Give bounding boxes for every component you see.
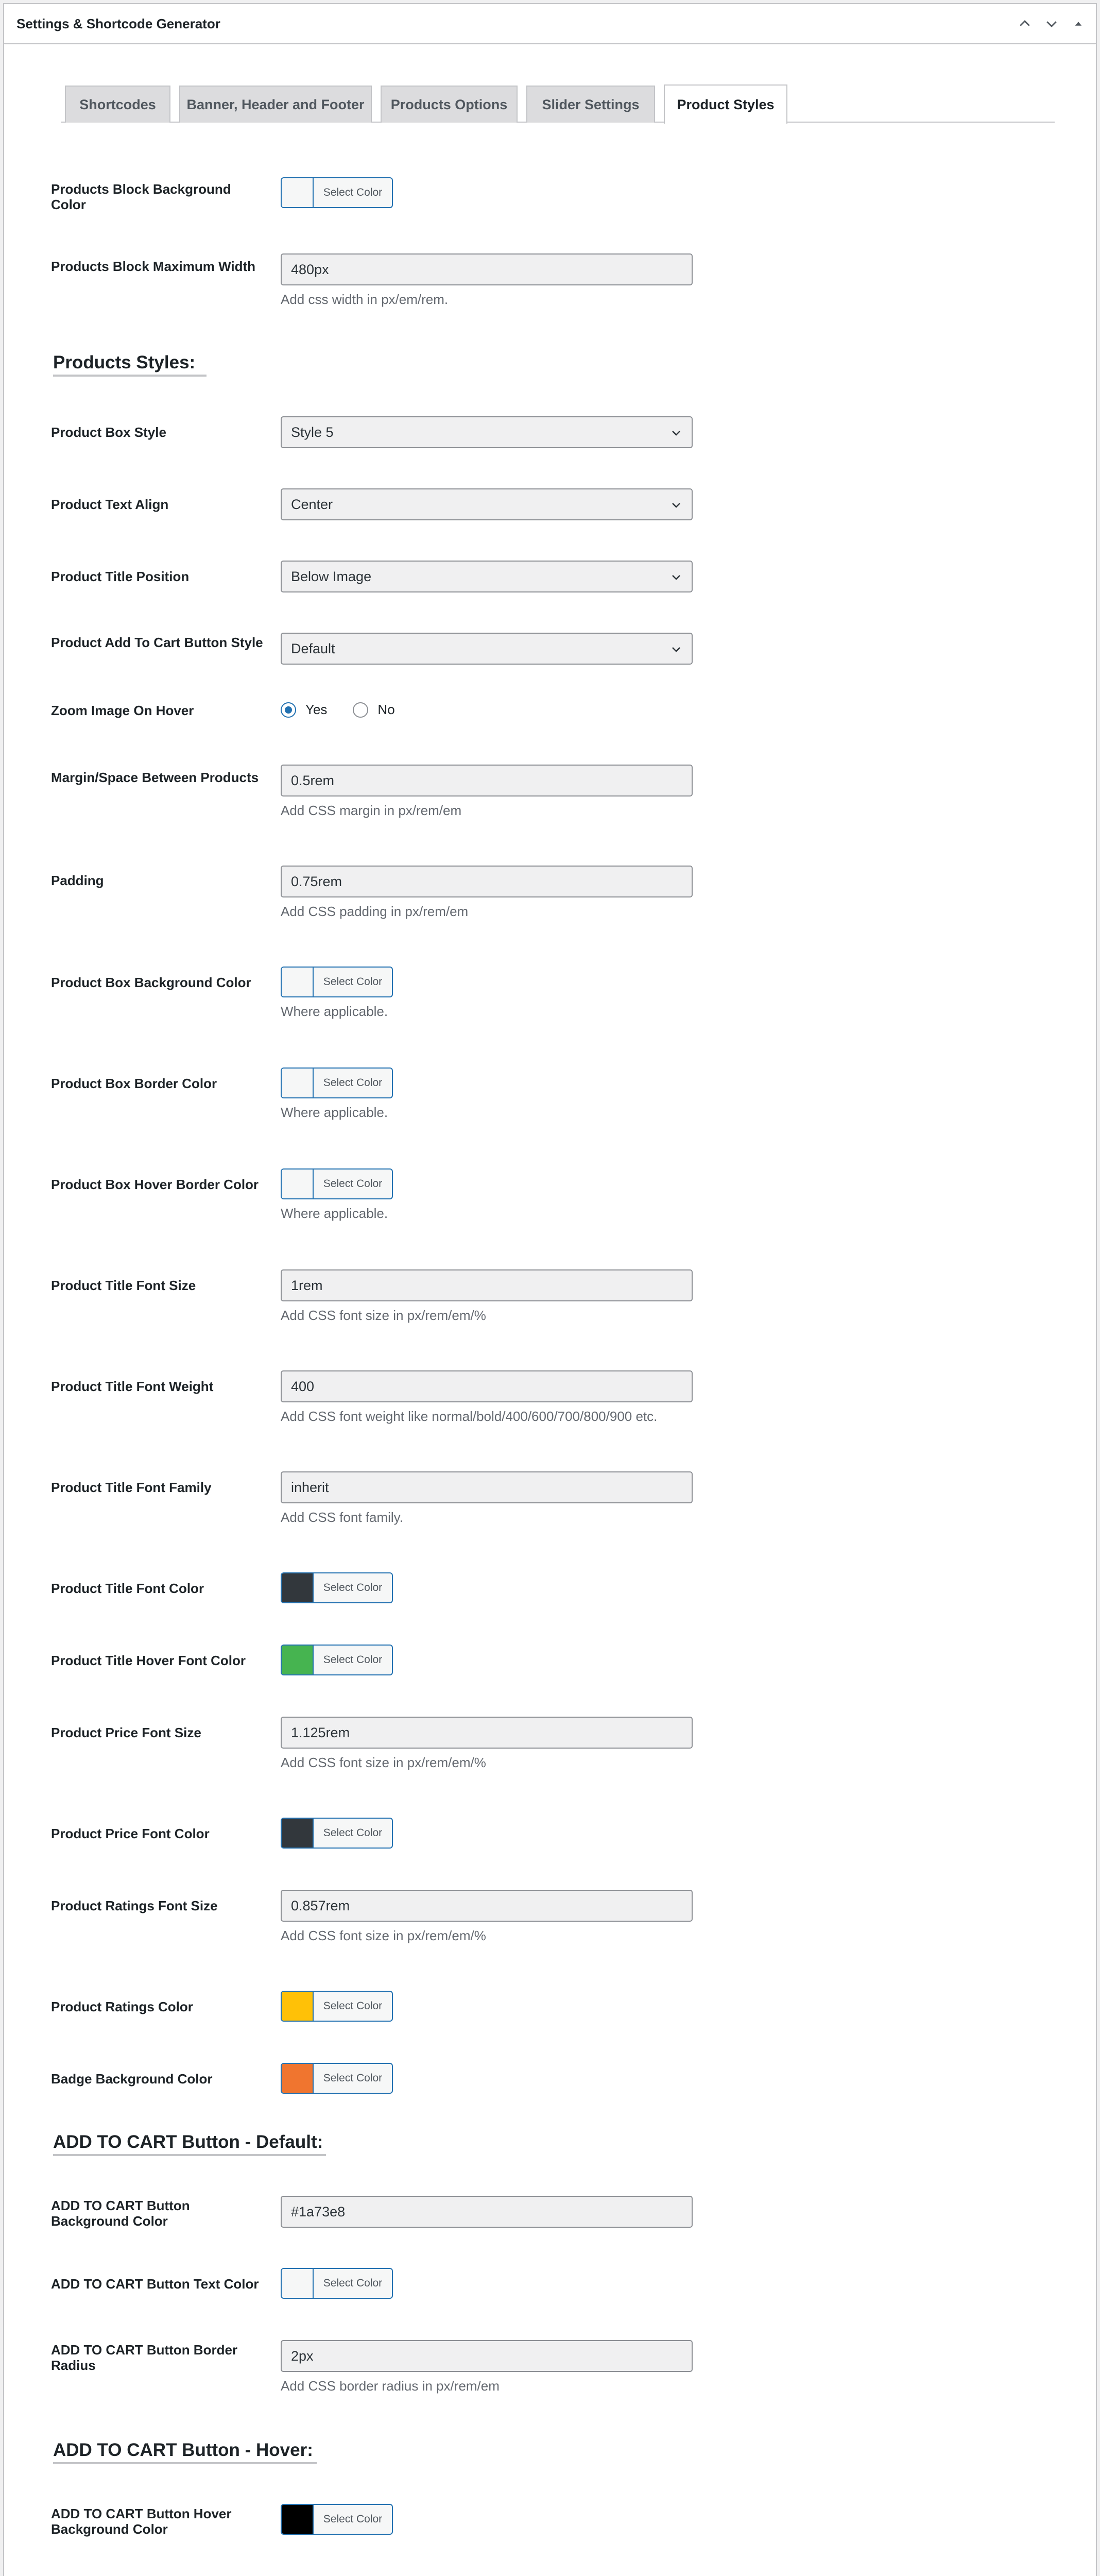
color-picker-button[interactable] xyxy=(281,967,393,997)
field-description: Add CSS font size in px/rem/em/% xyxy=(281,1928,486,1943)
caret-up-icon xyxy=(1071,16,1086,31)
field-label: Product Title Hover Font Color xyxy=(51,1653,246,1668)
field-label: Badge Background Color xyxy=(51,2071,213,2087)
field-description: Add CSS font family. xyxy=(281,1510,403,1525)
atc-bg-input[interactable]: #1a73e8 xyxy=(281,2196,693,2228)
color-picker-button[interactable] xyxy=(281,1067,393,1098)
field-label: ADD TO CART Button Border Radius xyxy=(51,2342,238,2373)
field-label: Padding xyxy=(51,873,104,888)
title-font-family-input[interactable]: inherit xyxy=(281,1471,693,1503)
select-value: Default xyxy=(291,640,335,656)
chevron-down-icon xyxy=(670,643,682,655)
field-description: Add CSS border radius in px/rem/em xyxy=(281,2378,500,2394)
section-heading-atc-default: ADD TO CART Button - Default: xyxy=(53,2132,323,2152)
section-divider xyxy=(53,2154,326,2156)
field-description: Where applicable. xyxy=(281,1105,388,1120)
color-picker-button[interactable] xyxy=(281,2504,393,2535)
color-swatch xyxy=(282,1170,314,1198)
field-label: Product Add To Cart Button Style xyxy=(51,635,263,650)
margin-input[interactable]: 0.5rem xyxy=(281,765,693,796)
move-down-button[interactable] xyxy=(1038,10,1065,37)
color-picker-button[interactable] xyxy=(281,1818,393,1849)
chevron-down-icon xyxy=(1044,16,1059,31)
color-swatch xyxy=(282,2505,314,2534)
ratings-font-size-input[interactable]: 0.857rem xyxy=(281,1890,693,1922)
select-value: Style 5 xyxy=(291,424,334,440)
field-label: Product Price Font Size xyxy=(51,1725,201,1740)
select-value: Center xyxy=(291,496,333,512)
panel-actions xyxy=(1011,4,1092,43)
field-label: Product Box Style xyxy=(51,425,166,440)
chevron-down-icon xyxy=(670,571,682,583)
radio-no-label: No xyxy=(377,702,395,717)
color-picker-button[interactable] xyxy=(281,2268,393,2299)
field-label: Product Ratings Color xyxy=(51,1999,193,2014)
color-swatch xyxy=(282,1573,314,1602)
radio-yes[interactable] xyxy=(281,702,296,718)
field-label: Product Title Position xyxy=(51,569,190,584)
move-up-button[interactable] xyxy=(1011,10,1038,37)
field-label: Product Title Font Weight xyxy=(51,1379,214,1394)
field-label: Product Box Hover Border Color xyxy=(51,1177,259,1192)
text-align-select[interactable] xyxy=(281,488,693,520)
field-description: Add CSS font size in px/rem/em/% xyxy=(281,1308,486,1323)
field-description: Where applicable. xyxy=(281,1206,388,1221)
price-font-size-input[interactable]: 1.125rem xyxy=(281,1717,693,1749)
title-font-size-input[interactable]: 1rem xyxy=(281,1269,693,1301)
field-label: Product Box Border Color xyxy=(51,1076,217,1091)
select-color-label: Select Color xyxy=(323,976,383,988)
field-label: Product Title Font Color xyxy=(51,1581,204,1596)
color-swatch xyxy=(282,2064,314,2093)
select-color-label: Select Color xyxy=(323,1178,383,1190)
color-swatch xyxy=(282,1646,314,1674)
color-swatch xyxy=(282,1992,314,2021)
title-position-select[interactable] xyxy=(281,561,693,592)
field-label: Product Price Font Color xyxy=(51,1826,210,1841)
field-label: Zoom Image On Hover xyxy=(51,703,194,718)
select-color-label: Select Color xyxy=(323,1654,383,1666)
settings-panel xyxy=(3,3,1097,2576)
chevron-down-icon xyxy=(670,427,682,439)
color-picker-button[interactable] xyxy=(281,177,393,208)
tab-product-styles[interactable]: Product Styles xyxy=(664,84,787,124)
color-swatch xyxy=(282,968,314,996)
select-color-label: Select Color xyxy=(323,2000,383,2012)
select-value: Below Image xyxy=(291,568,372,584)
field-description: Where applicable. xyxy=(281,1004,388,1019)
color-swatch xyxy=(282,1069,314,1097)
radio-yes-label: Yes xyxy=(305,702,328,717)
field-description: Add CSS margin in px/rem/em xyxy=(281,803,462,818)
field-description: Add CSS font weight like normal/bold/400/600/700/800/900 etc. xyxy=(281,1409,658,1424)
color-swatch xyxy=(282,178,314,207)
zoom-radio-group xyxy=(281,702,421,718)
cart-button-style-select[interactable] xyxy=(281,633,693,665)
field-description: Add CSS padding in px/rem/em xyxy=(281,904,469,919)
select-color-label: Select Color xyxy=(323,2513,383,2525)
select-color-label: Select Color xyxy=(323,187,383,198)
color-swatch xyxy=(282,2269,314,2298)
box-style-select[interactable] xyxy=(281,416,693,448)
section-heading-atc-hover: ADD TO CART Button - Hover: xyxy=(53,2440,313,2460)
field-label: ADD TO CART Button Text Color xyxy=(51,2276,259,2292)
field-description: Add CSS font size in px/rem/em/% xyxy=(281,1755,486,1770)
section-divider xyxy=(53,2462,317,2464)
section-heading-products-styles: Products Styles: xyxy=(53,352,196,372)
toggle-panel-button[interactable] xyxy=(1065,10,1092,37)
select-color-label: Select Color xyxy=(323,1582,383,1594)
select-color-label: Select Color xyxy=(323,2072,383,2084)
field-label: Products Block Maximum Width xyxy=(51,259,256,274)
select-color-label: Select Color xyxy=(323,2277,383,2289)
panel-title: Settings & Shortcode Generator xyxy=(16,15,220,31)
field-label: Products Block Background Color xyxy=(51,181,231,212)
color-picker-button[interactable] xyxy=(281,1168,393,1199)
chevron-down-icon xyxy=(670,499,682,511)
color-picker-button[interactable] xyxy=(281,2063,393,2094)
color-picker-button[interactable] xyxy=(281,1572,393,1603)
tab-banner-header-footer[interactable]: Banner, Header and Footer xyxy=(179,86,372,123)
tab-bar xyxy=(61,81,1055,123)
field-label: Product Box Background Color xyxy=(51,975,251,990)
field-label: ADD TO CART Button Background Color xyxy=(51,2198,190,2229)
color-swatch xyxy=(282,1819,314,1848)
section-divider xyxy=(53,375,207,377)
radio-no[interactable] xyxy=(353,702,368,718)
color-picker-button[interactable] xyxy=(281,1991,393,2022)
chevron-up-icon xyxy=(1017,16,1033,31)
panel-header xyxy=(4,4,1096,44)
select-color-label: Select Color xyxy=(323,1077,383,1089)
width-input[interactable]: 480px xyxy=(281,253,693,285)
tab-slider-settings[interactable]: Slider Settings xyxy=(526,86,655,123)
atc-radius-input[interactable]: 2px xyxy=(281,2340,693,2372)
field-label: ADD TO CART Button Hover Background Color xyxy=(51,2506,232,2537)
padding-input[interactable]: 0.75rem xyxy=(281,866,693,897)
field-label: Product Ratings Font Size xyxy=(51,1898,218,1913)
tab-products-options[interactable]: Products Options xyxy=(381,86,518,123)
tab-shortcodes[interactable]: Shortcodes xyxy=(65,86,170,123)
color-picker-button[interactable] xyxy=(281,1645,393,1675)
field-label: Margin/Space Between Products xyxy=(51,770,259,785)
select-color-label: Select Color xyxy=(323,1827,383,1839)
title-font-weight-input[interactable]: 400 xyxy=(281,1370,693,1402)
field-label: Product Title Font Size xyxy=(51,1278,196,1293)
field-label: Product Text Align xyxy=(51,497,169,512)
field-description: Add css width in px/em/rem. xyxy=(281,292,449,307)
field-label: Product Title Font Family xyxy=(51,1480,212,1495)
